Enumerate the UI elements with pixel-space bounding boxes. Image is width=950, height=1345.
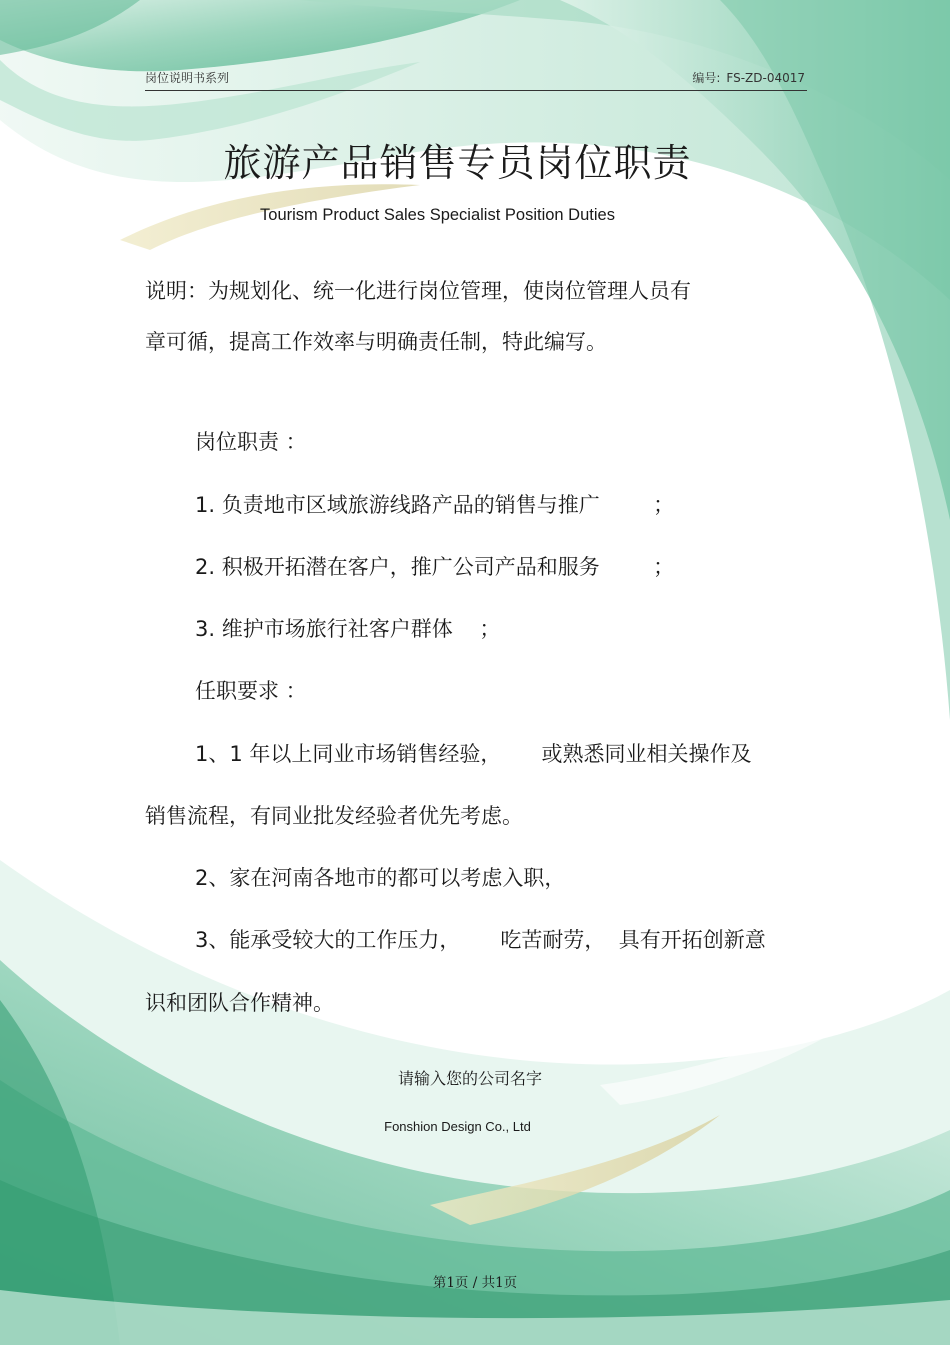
- requirement-item-2: 2、家在河南各地市的都可以考虑入职，: [195, 866, 566, 890]
- company-name-cn: 请输入您的公司名字: [397, 1069, 542, 1088]
- document-subtitle: Tourism Product Sales Specialist Position Duties: [260, 206, 615, 224]
- company-name-en: Fonshion Design Co., Ltd: [384, 1119, 531, 1134]
- header-series-label: 岗位说明书系列: [145, 71, 230, 85]
- requirement-item-1-line-1: 1、1 年以上同业市场销售经验， 或熟悉同业相关操作及: [195, 742, 752, 766]
- page-number: 第1页 / 共1页: [432, 1275, 518, 1291]
- duty-item-3: 3. 维护市场旅行社客户群体 ；: [195, 617, 501, 641]
- requirements-heading: 任职要求 ：: [195, 679, 307, 703]
- header-code: [692, 69, 805, 86]
- header-code-value: FS-ZD-04017: [726, 71, 805, 85]
- intro-line-1: 说明：为规划化、统一化进行岗位管理，使岗位管理人员有: [145, 279, 691, 303]
- document-title: 旅游产品销售专员岗位职责: [223, 141, 692, 185]
- page-header: [145, 68, 807, 91]
- requirement-item-3-line-2: 识和团队合作精神。: [145, 991, 334, 1015]
- duties-heading: 岗位职责 ：: [195, 430, 307, 454]
- duty-item-1: 1. 负责地市区域旅游线路产品的销售与推广 ；: [195, 493, 675, 517]
- requirement-item-3-line-1: 3、能承受较大的工作压力， 吃苦耐劳， 具有开拓创新意: [195, 928, 766, 952]
- header-code-label: 编号:: [692, 71, 721, 85]
- intro-line-2: 章可循，提高工作效率与明确责任制，特此编写。: [145, 330, 607, 354]
- duty-item-2: 2. 积极开拓潜在客户，推广公司产品和服务 ；: [195, 555, 675, 579]
- requirement-item-1-line-2: 销售流程，有同业批发经验者优先考虑。: [145, 804, 523, 828]
